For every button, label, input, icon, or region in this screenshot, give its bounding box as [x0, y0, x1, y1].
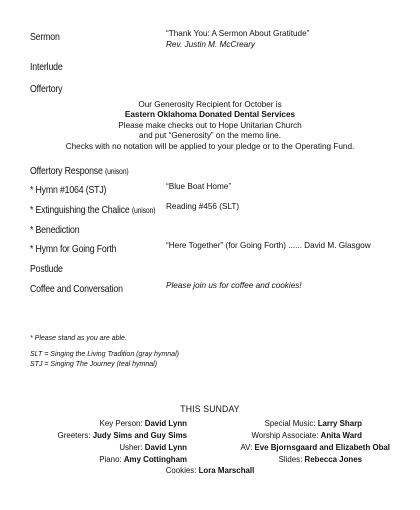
credit-special-music: Special Music: Larry Sharp — [264, 419, 362, 428]
sermon-preacher: Rev. Justin M. McCreary — [166, 40, 256, 49]
credit-key-person: Key Person: David Lynn — [99, 419, 187, 428]
credit-cookies: Cookies: Lora Marschall — [165, 466, 255, 475]
order-label-offertory-response: Offertory Response (unison) — [30, 166, 129, 177]
order-label-sermon: Sermon — [30, 32, 60, 43]
generosity-announcement — [0, 100, 420, 152]
hymn-1064-title: “Blue Boat Home” — [166, 182, 232, 191]
order-label-interlude: Interlude — [30, 62, 63, 73]
order-label-extinguishing-chalice: * Extinguishing the Chalice (unison) — [30, 205, 156, 216]
generosity-recipient: Eastern Oklahoma Donated Dental Services — [124, 110, 296, 120]
chalice-reading: Reading #456 (SLT) — [166, 202, 240, 211]
generosity-line-3: Please make checks out to Hope Unitarian Church — [118, 120, 302, 130]
order-label-benediction: * Benediction — [30, 225, 80, 236]
credit-piano: Piano: Amy Cottingham — [99, 455, 187, 464]
generosity-line-5: Checks with no notation will be applied to your pledge or to the Operating Fund. — [65, 141, 355, 151]
order-label-coffee: Coffee and Conversation — [30, 284, 123, 295]
coffee-note: Please join us for coffee and cookies! — [166, 281, 302, 290]
hymn-going-forth-title: “Here Together” (for Going Forth) ...... David M. Glasgow — [166, 241, 371, 250]
order-label-postlude: Postlude — [30, 264, 63, 275]
credit-slides: Slides: Rebecca Jones — [278, 455, 362, 464]
generosity-line-4: and put “Generosity” on the memo line. — [139, 131, 281, 141]
stj-note: STJ = Singing The Journey (teal hymnal) — [30, 361, 158, 368]
credit-av: AV: Eve Bjornsgaard and Elizabeth Obal — [240, 443, 390, 452]
stand-note: * Please stand as you are able. — [30, 335, 127, 342]
order-label-hymn-1064: * Hymn #1064 (STJ) — [30, 185, 107, 196]
slt-note: SLT = Singing the Living Tradition (gray hymnal) — [30, 351, 179, 358]
credit-greeters: Greeters: Judy Sims and Guy Sims — [57, 431, 187, 440]
generosity-line-1: Our Generosity Recipient for October is — [138, 100, 282, 109]
order-label-offertory: Offertory — [30, 84, 63, 95]
sermon-title: “Thank You: A Sermon About Gratitude” — [166, 29, 310, 38]
credit-usher: Usher: David Lynn — [119, 443, 187, 452]
this-sunday-heading: THIS SUNDAY — [180, 404, 240, 415]
credit-worship-associate: Worship Associate: Anita Ward — [251, 431, 362, 440]
order-label-hymn-going-forth: * Hymn for Going Forth — [30, 244, 117, 255]
